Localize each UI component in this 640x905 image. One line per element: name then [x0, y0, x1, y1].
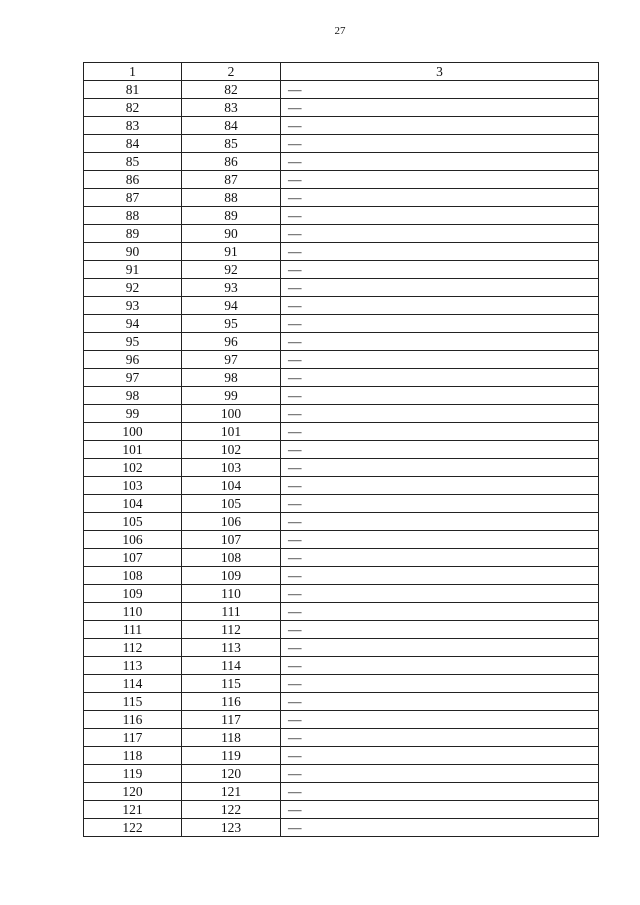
table-cell-col-2: 109 [182, 567, 281, 585]
table-row [84, 81, 599, 99]
table-row [84, 657, 599, 675]
table-row [84, 531, 599, 549]
table-cell-col-1: 118 [84, 747, 182, 765]
table-cell-col-1: 95 [84, 333, 182, 351]
table-header [84, 63, 599, 81]
table-row [84, 333, 599, 351]
table-cell-col-3: — [281, 207, 599, 225]
table-cell-col-2: 114 [182, 657, 281, 675]
table-cell-col-1: 122 [84, 819, 182, 837]
table-cell-col-2: 108 [182, 549, 281, 567]
table-cell-col-2: 112 [182, 621, 281, 639]
table-cell-col-2: 105 [182, 495, 281, 513]
table-cell-col-1: 86 [84, 171, 182, 189]
data-table [83, 62, 599, 837]
table-cell-col-1: 92 [84, 279, 182, 297]
table-row [84, 279, 599, 297]
table-cell-col-2: 119 [182, 747, 281, 765]
table-cell-col-3: — [281, 819, 599, 837]
table-cell-col-1: 116 [84, 711, 182, 729]
table-cell-col-3: — [281, 135, 599, 153]
table-cell-col-3: — [281, 459, 599, 477]
table-row [84, 459, 599, 477]
table-cell-col-2: 115 [182, 675, 281, 693]
table-cell-col-1: 100 [84, 423, 182, 441]
table-cell-col-2: 89 [182, 207, 281, 225]
table-cell-col-3: — [281, 495, 599, 513]
table-cell-col-3: — [281, 585, 599, 603]
table-row [84, 171, 599, 189]
table-cell-col-3: — [281, 621, 599, 639]
table-row [84, 423, 599, 441]
table-cell-col-2: 88 [182, 189, 281, 207]
table-cell-col-1: 102 [84, 459, 182, 477]
table-cell-col-1: 106 [84, 531, 182, 549]
table-row [84, 675, 599, 693]
table-row [84, 747, 599, 765]
table-row [84, 513, 599, 531]
table-cell-col-2: 110 [182, 585, 281, 603]
table-cell-col-2: 93 [182, 279, 281, 297]
table-cell-col-3: — [281, 153, 599, 171]
table-cell-col-2: 85 [182, 135, 281, 153]
table-cell-col-1: 115 [84, 693, 182, 711]
table-cell-col-3: — [281, 99, 599, 117]
table-row [84, 621, 599, 639]
table-cell-col-3: — [281, 297, 599, 315]
table-cell-col-3: — [281, 333, 599, 351]
table-row [84, 351, 599, 369]
table-cell-col-2: 87 [182, 171, 281, 189]
table-cell-col-1: 112 [84, 639, 182, 657]
table-cell-col-3: — [281, 225, 599, 243]
table-cell-col-2: 111 [182, 603, 281, 621]
table-cell-col-2: 117 [182, 711, 281, 729]
column-header-1: 1 [84, 63, 182, 81]
table-cell-col-1: 109 [84, 585, 182, 603]
table-cell-col-3: — [281, 783, 599, 801]
table-cell-col-3: — [281, 117, 599, 135]
table-cell-col-1: 98 [84, 387, 182, 405]
table-cell-col-2: 101 [182, 423, 281, 441]
table-cell-col-2: 113 [182, 639, 281, 657]
table-cell-col-1: 84 [84, 135, 182, 153]
table-cell-col-1: 113 [84, 657, 182, 675]
table-row [84, 639, 599, 657]
table-cell-col-3: — [281, 729, 599, 747]
table-cell-col-3: — [281, 747, 599, 765]
table-cell-col-2: 99 [182, 387, 281, 405]
table-cell-col-2: 92 [182, 261, 281, 279]
table-cell-col-2: 94 [182, 297, 281, 315]
table-row [84, 135, 599, 153]
table-row [84, 567, 599, 585]
table-cell-col-1: 105 [84, 513, 182, 531]
table-cell-col-3: — [281, 657, 599, 675]
table-cell-col-1: 93 [84, 297, 182, 315]
table-row [84, 603, 599, 621]
table-cell-col-1: 88 [84, 207, 182, 225]
table-cell-col-3: — [281, 513, 599, 531]
table-cell-col-1: 96 [84, 351, 182, 369]
table-row [84, 261, 599, 279]
table-row [84, 207, 599, 225]
table-cell-col-3: — [281, 675, 599, 693]
table-row [84, 243, 599, 261]
table-cell-col-2: 95 [182, 315, 281, 333]
table-row [84, 711, 599, 729]
table-cell-col-1: 108 [84, 567, 182, 585]
table-row [84, 405, 599, 423]
table-cell-col-2: 102 [182, 441, 281, 459]
table-row [84, 729, 599, 747]
table-row [84, 549, 599, 567]
table-cell-col-2: 118 [182, 729, 281, 747]
page-number: 27 [334, 25, 346, 37]
table-cell-col-2: 120 [182, 765, 281, 783]
table-cell-col-1: 82 [84, 99, 182, 117]
table-cell-col-3: — [281, 315, 599, 333]
table-row [84, 783, 599, 801]
table-cell-col-3: — [281, 369, 599, 387]
table-cell-col-1: 94 [84, 315, 182, 333]
table-cell-col-2: 97 [182, 351, 281, 369]
table-cell-col-1: 121 [84, 801, 182, 819]
table-cell-col-2: 86 [182, 153, 281, 171]
table-cell-col-1: 104 [84, 495, 182, 513]
table-cell-col-1: 107 [84, 549, 182, 567]
table-row [84, 801, 599, 819]
table-body [84, 81, 599, 837]
table-cell-col-3: — [281, 261, 599, 279]
table-cell-col-3: — [281, 351, 599, 369]
table-cell-col-1: 85 [84, 153, 182, 171]
table-row [84, 387, 599, 405]
table-cell-col-3: — [281, 567, 599, 585]
table-cell-col-3: — [281, 243, 599, 261]
table-cell-col-2: 82 [182, 81, 281, 99]
table-cell-col-2: 107 [182, 531, 281, 549]
table-cell-col-1: 103 [84, 477, 182, 495]
table-row [84, 369, 599, 387]
table-cell-col-2: 84 [182, 117, 281, 135]
table-cell-col-1: 111 [84, 621, 182, 639]
table-cell-col-3: — [281, 603, 599, 621]
table-cell-col-2: 103 [182, 459, 281, 477]
table-cell-col-3: — [281, 441, 599, 459]
table-cell-col-1: 89 [84, 225, 182, 243]
column-header-3: 3 [281, 63, 599, 81]
table-cell-col-2: 116 [182, 693, 281, 711]
table-cell-col-3: — [281, 711, 599, 729]
table-cell-col-1: 99 [84, 405, 182, 423]
table-row [84, 117, 599, 135]
table-cell-col-1: 110 [84, 603, 182, 621]
table-cell-col-3: — [281, 801, 599, 819]
table-cell-col-3: — [281, 639, 599, 657]
table-row [84, 189, 599, 207]
table-cell-col-3: — [281, 405, 599, 423]
table-cell-col-2: 98 [182, 369, 281, 387]
table-cell-col-3: — [281, 477, 599, 495]
table-cell-col-1: 119 [84, 765, 182, 783]
table-row [84, 225, 599, 243]
table-cell-col-1: 117 [84, 729, 182, 747]
table-cell-col-2: 100 [182, 405, 281, 423]
table-cell-col-3: — [281, 693, 599, 711]
table-cell-col-2: 121 [182, 783, 281, 801]
table-cell-col-3: — [281, 81, 599, 99]
table-cell-col-2: 122 [182, 801, 281, 819]
table-cell-col-1: 120 [84, 783, 182, 801]
table-cell-col-3: — [281, 387, 599, 405]
table-cell-col-1: 81 [84, 81, 182, 99]
table-row [84, 495, 599, 513]
table-cell-col-1: 97 [84, 369, 182, 387]
table-cell-col-1: 90 [84, 243, 182, 261]
table-cell-col-3: — [281, 549, 599, 567]
table-row [84, 477, 599, 495]
table-cell-col-3: — [281, 189, 599, 207]
table-cell-col-1: 83 [84, 117, 182, 135]
table-row [84, 99, 599, 117]
table-row [84, 441, 599, 459]
column-header-2: 2 [182, 63, 281, 81]
table-cell-col-3: — [281, 423, 599, 441]
table-cell-col-1: 87 [84, 189, 182, 207]
table-cell-col-1: 101 [84, 441, 182, 459]
table-row [84, 315, 599, 333]
table-row [84, 297, 599, 315]
table-cell-col-2: 90 [182, 225, 281, 243]
table-cell-col-2: 83 [182, 99, 281, 117]
table-cell-col-1: 114 [84, 675, 182, 693]
table-cell-col-3: — [281, 279, 599, 297]
table-cell-col-2: 106 [182, 513, 281, 531]
header-row [84, 63, 599, 81]
table-cell-col-2: 96 [182, 333, 281, 351]
table-cell-col-2: 91 [182, 243, 281, 261]
table-cell-col-3: — [281, 765, 599, 783]
table-row [84, 153, 599, 171]
table-row [84, 765, 599, 783]
table-row [84, 693, 599, 711]
table-cell-col-2: 104 [182, 477, 281, 495]
table-cell-col-2: 123 [182, 819, 281, 837]
table-cell-col-3: — [281, 531, 599, 549]
table-row [84, 819, 599, 837]
table-cell-col-1: 91 [84, 261, 182, 279]
table-cell-col-3: — [281, 171, 599, 189]
table-row [84, 585, 599, 603]
